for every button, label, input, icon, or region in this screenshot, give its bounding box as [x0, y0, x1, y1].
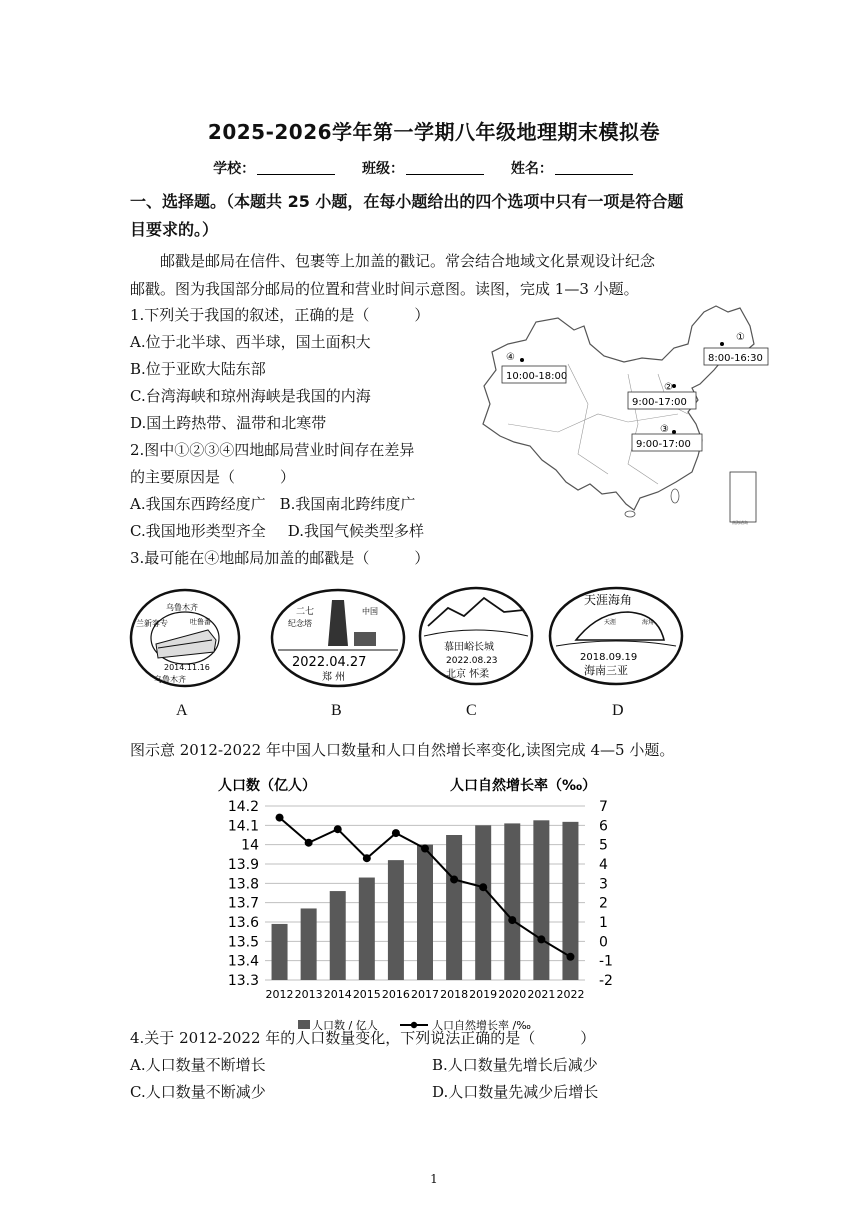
q1-stem: 1.下列关于我国的叙述，正确的是（ ）	[130, 306, 430, 324]
stamp-d-name: 天涯海角	[584, 593, 633, 607]
name-label: 姓名：	[510, 161, 553, 177]
post-office-3-time: 9:00-17:00	[636, 439, 691, 450]
xtick-label: 2020	[498, 988, 527, 1001]
stamps-row	[128, 586, 748, 696]
name-blank[interactable]	[555, 160, 633, 175]
stamp-d-sub1: 天涯	[604, 619, 617, 626]
chart-xaxis	[266, 988, 585, 1001]
stamp-d-city: 海南三亚	[584, 664, 628, 677]
ytick-right-label: -2	[599, 973, 613, 989]
bar	[504, 823, 520, 980]
q1-option-d[interactable]: D.国土跨热带、温带和北寒带	[130, 414, 327, 432]
bar	[330, 891, 346, 980]
ytick-right-label: 7	[599, 799, 608, 815]
chart-ylabel-right: 人口自然增长率（‰）	[450, 778, 597, 794]
q2-option-b[interactable]: B.我国南北跨纬度广	[279, 495, 416, 513]
xtick-label: 2022	[556, 988, 585, 1001]
chart-ylabel-left: 人口数（亿人）	[218, 778, 316, 794]
stamp-a-city: 乌鲁木齐	[154, 675, 186, 684]
bus-icon	[354, 632, 376, 646]
growth-rate-point	[392, 829, 400, 837]
hainan-island	[625, 511, 635, 517]
stamp-d-label: D	[612, 702, 624, 719]
ytick-left-label: 13.4	[227, 953, 259, 970]
ytick-left-label: 13.8	[227, 876, 259, 893]
page-number: 1	[430, 1172, 438, 1186]
bar	[417, 845, 433, 980]
intro-line2: 邮戳。图为我国部分邮局的位置和营业时间示意图。读图，完成 1—3 小题。	[130, 280, 639, 298]
post-office-1-time: 8:00-16:30	[708, 353, 763, 364]
ytick-right-label: 4	[599, 857, 608, 873]
section-heading-line1: 一、选择题。（本题共 25 小题，在每小题给出的四个选项中只有一项是符合题	[130, 192, 684, 211]
q2-stem-line2: 的主要原因是（ ）	[130, 468, 296, 486]
stamp-a-mid-text: 吐鲁番	[190, 618, 211, 626]
growth-rate-point	[276, 814, 284, 822]
post-office-4-dot	[520, 358, 524, 362]
stamp-b-date: 2022.04.27	[292, 655, 367, 670]
q2-option-d[interactable]: D.我国气候类型多样	[287, 522, 424, 540]
q4-option-b[interactable]: B.人口数量先增长后减少	[432, 1056, 598, 1074]
xtick-label: 2015	[352, 988, 381, 1001]
q1-option-a[interactable]: A.位于北半球、西半球，国土面积大	[130, 333, 371, 351]
ytick-right-label: -1	[599, 953, 613, 970]
xtick-label: 2013	[294, 988, 323, 1001]
legend-bar-label: 人口数 / 亿人	[312, 1019, 378, 1032]
stamp-a-label: A	[176, 702, 188, 719]
ytick-left-label: 13.3	[227, 973, 259, 989]
chart-intro: 图示意 2012-2022 年中国人口数量和人口自然增长率变化,读图完成 4—5 小题。	[130, 741, 675, 759]
intro-line1: 邮戳是邮局在信件、包裹等上加盖的戳记。常会结合地域文化景观设计纪念	[160, 252, 656, 270]
ytick-left-label: 13.9	[227, 857, 259, 873]
ytick-left-label: 13.6	[227, 915, 259, 931]
q2-option-a[interactable]: A.我国东西跨经度广	[130, 495, 266, 513]
q3-stem: 3.最可能在④地邮局加盖的邮戳是（ ）	[130, 549, 430, 567]
q4-stem: 4.关于 2012-2022 年的人口数量变化，下列说法正确的是（ ）	[130, 1029, 596, 1047]
stamp-d[interactable]	[550, 588, 682, 684]
ytick-right-label: 6	[599, 818, 608, 835]
ytick-left-label: 13.7	[227, 895, 259, 912]
xtick-label: 2021	[527, 988, 556, 1001]
q4-option-d[interactable]: D.人口数量先减少后增长	[432, 1083, 599, 1101]
chart-yaxis-right	[599, 799, 613, 989]
ytick-left-label: 13.5	[227, 934, 259, 951]
q2-option-c[interactable]: C.我国地形类型齐全	[130, 522, 266, 540]
q1-option-b[interactable]: B.位于亚欧大陆东部	[130, 360, 266, 378]
bar	[533, 820, 549, 980]
china-map	[478, 304, 770, 528]
bar	[446, 835, 462, 980]
bar	[272, 924, 288, 980]
intro-paragraph	[130, 247, 742, 303]
taiwan-island	[671, 489, 679, 503]
stamp-b-city: 郑 州	[322, 672, 346, 683]
q1-option-c[interactable]: C.台湾海峡和琼州海峡是我国的内海	[130, 387, 371, 405]
q4-option-a[interactable]: A.人口数量不断增长	[130, 1056, 266, 1074]
inset-label: 南海诸岛	[732, 520, 748, 525]
growth-rate-point	[537, 935, 545, 943]
growth-rate-point	[363, 854, 371, 862]
q2-stem-line1: 2.图中①②③④四地邮局营业时间存在差异	[130, 441, 415, 459]
ytick-left-label: 14.1	[227, 818, 259, 835]
stamp-d-sub2: 海角	[642, 619, 655, 626]
post-office-2-num: ②	[664, 382, 673, 393]
legend-line-label: 人口自然增长率 /‰	[432, 1019, 531, 1032]
post-office-1-dot	[720, 342, 724, 346]
growth-rate-point	[334, 825, 342, 833]
bar	[301, 908, 317, 980]
stamp-b-top2: 纪念塔	[288, 619, 312, 628]
growth-rate-point	[508, 916, 516, 924]
ytick-right-label: 2	[599, 895, 608, 912]
class-blank[interactable]	[406, 160, 484, 175]
q4-option-c[interactable]: C.人口数量不断减少	[130, 1083, 266, 1101]
stamp-b-tag: 中国	[362, 607, 378, 616]
stamp-a-date: 2014.11.16	[164, 663, 210, 672]
class-label: 班级：	[362, 161, 404, 177]
bar	[359, 878, 375, 980]
post-office-1-num: ①	[736, 332, 745, 343]
bar	[475, 825, 491, 980]
stamp-c-city: 北京 怀柔	[446, 669, 490, 680]
page-title: 2025-2026学年第一学期八年级地理期末模拟卷	[207, 120, 661, 144]
ytick-left-label: 14.2	[227, 799, 259, 815]
stamp-d-date: 2018.09.19	[580, 652, 638, 663]
south-china-sea-inset	[730, 472, 756, 522]
growth-rate-point	[450, 875, 458, 883]
ytick-right-label: 3	[599, 876, 608, 893]
xtick-label: 2012	[265, 988, 294, 1001]
bar	[388, 860, 404, 980]
question-1	[130, 302, 429, 572]
question-4	[130, 1025, 742, 1106]
stamp-b-label: B	[331, 702, 342, 719]
post-office-4-time: 10:00-18:00	[506, 371, 568, 382]
section-heading	[130, 188, 740, 244]
post-office-2-time: 9:00-17:00	[632, 397, 687, 408]
stamp-c[interactable]	[420, 588, 532, 684]
stamp-a-top-text: 乌鲁木齐	[166, 603, 198, 612]
stamp-b[interactable]	[272, 590, 404, 686]
section-heading-line2: 目要求的。）	[130, 220, 219, 239]
xtick-label: 2019	[469, 988, 498, 1001]
xtick-label: 2014	[323, 988, 352, 1001]
chart-yaxis-left	[228, 799, 259, 989]
ytick-right-label: 0	[599, 934, 608, 951]
stamp-c-date: 2022.08.23	[446, 656, 498, 666]
stamp-a-left-text: 兰新客专	[136, 619, 168, 628]
stamp-c-label: C	[466, 702, 477, 719]
growth-rate-point	[566, 953, 574, 961]
post-office-3-num: ③	[660, 424, 669, 435]
xtick-label: 2016	[381, 988, 410, 1001]
growth-rate-point	[421, 845, 429, 853]
xtick-label: 2017	[411, 988, 439, 1001]
ytick-right-label: 5	[599, 837, 608, 854]
post-office-3-dot	[672, 430, 676, 434]
growth-rate-point	[305, 839, 313, 847]
school-label: 学校：	[213, 161, 256, 177]
ytick-right-label: 1	[599, 915, 608, 931]
student-info	[0, 158, 868, 178]
population-chart	[210, 770, 630, 1034]
ytick-left-label: 14	[241, 837, 259, 854]
stamp-a[interactable]	[131, 590, 239, 686]
school-blank[interactable]	[257, 160, 335, 175]
stamp-c-name: 慕田峪长城	[444, 642, 494, 653]
growth-rate-point	[479, 883, 487, 891]
china-outline	[483, 306, 754, 510]
post-office-4-num: ④	[506, 352, 515, 363]
stamp-b-top1: 二七	[296, 607, 315, 617]
xtick-label: 2018	[440, 988, 469, 1001]
